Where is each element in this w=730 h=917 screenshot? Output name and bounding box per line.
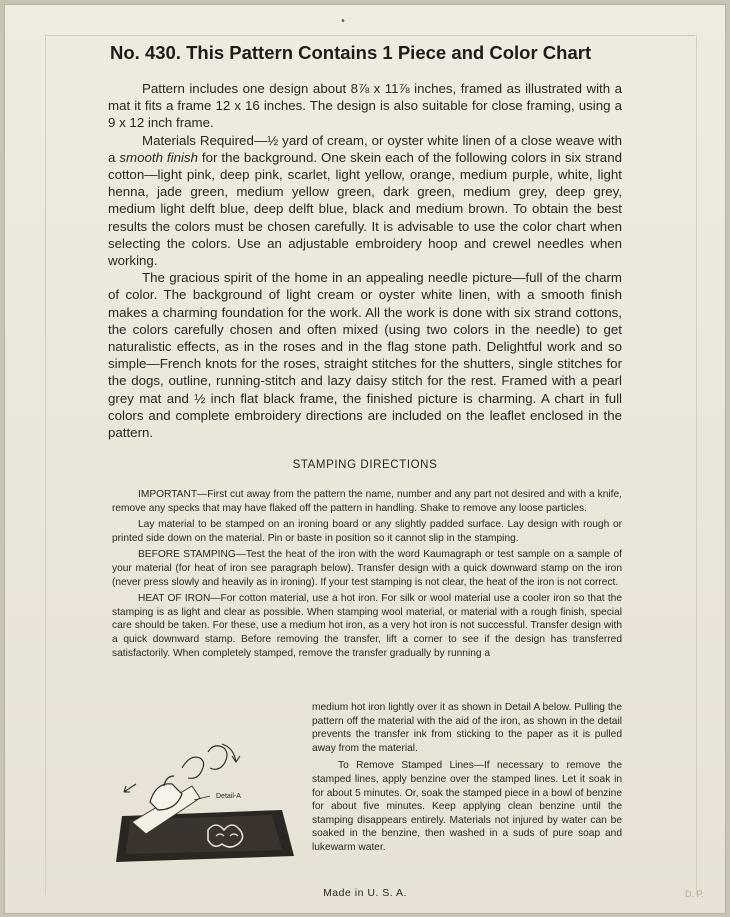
left-arrow-icon [124,784,136,792]
size-paragraph: Pattern includes one design about 8⅞ x 11⅞ inches, framed as illustrated with a mat it fits a frame 12 x 16 inches. The design is also suitable for close framing, using a 9 x 12 inch frame. [108,81,622,131]
remove-lines-paragraph: To Remove Stamped Lines—If necessary to remove the stamped lines, apply benzine over the stamped lines. Let it soak in for about 5 minutes. Or, soak the stamped piece in a bowl of benzine for about five minutes. Keep applying clean benzine until the stamping disappears entirely. Materials not injured by water can be soaked in the benzine, then washed in a suds of pure soap and lukewarm water. [312,760,622,853]
made-in-usa: Made in U. S. A. [323,887,407,899]
materials-paragraph [108,132,622,270]
materials-text-a: Materials Required—½ yard of cream, or oyster white linen of a close weave with a [108,132,622,165]
before-stamping-paragraph: BEFORE STAMPING—Test the heat of the iron with the word Kaumagraph or test sample on a sample of your material (for heat of iron see paragraph below). Transfer design with a quick downward stamp on the iron (never press slowly and heavily as in ironing). If your test stamping is not clear, the heat of the iron is not correct. [112,549,622,588]
important-paragraph: IMPORTANT—First cut away from the pattern the name, number and any part not desired and with a knife, remove any specks that may have flaked off the pattern in handling. Shake to remove any loose particles. [112,489,622,514]
heat-of-iron-paragraph: HEAT OF IRON—For cotton material, use a hot iron. For silk or wool material use a cooler iron so that the stamping is as light and clear as possible. When stamping wool material, or material with a rough finish, special care should be taken. For these, use a medium hot iron, as a very hot iron is not successful. Transfer design with a quick downward stamp. Before removing the transfer, lift a corner to see if the design has transferred satisfactorily. When completely stamped, remove the transfer gradually by running a [112,593,622,659]
stamping-directions-title: STAMPING DIRECTIONS [292,459,438,471]
envelope-flap-top [45,35,695,36]
lay-material-paragraph: Lay material to be stamped on an ironing board or any slightly padded surface. Lay design with rough or printed side down on the material. Pin or baste in position so it cannot slip in the stamping. [112,519,622,544]
heat-of-iron-continued: medium hot iron lightly over it as shown in Detail A below. Pulling the pattern off the material with the aid of the iron, as shown in the detail prevents the transfer ink from sticking to the paper as it is pulled away from the material. [312,702,622,754]
hand-icon [182,757,204,778]
pattern-title: No. 430. This Pattern Contains 1 Piece and Color Chart [110,42,592,63]
detail-a-label: Detail-A [216,793,241,800]
stamping-directions-continued [312,701,622,859]
designer-initials: D. P. [685,889,704,899]
pattern-description [108,80,622,441]
stamping-directions [112,488,622,663]
materials-text-b: for the background. One skein each of the following colors in six strand cotton—light pink, deep pink, scarlet, light yellow, orange, medium purple, white, light henna, jade green, medium yellow green, dark green, medium grey, deep grey, medium light delft blue, deep delft blue, black and medium brown. To obtain the best results the colors must be chosen carefully. It is advisable to use the color chart when selecting the colors. Use an adjustable embroidery hoop and crewel needles when working. [108,149,622,269]
description-paragraph: The gracious spirit of the home in an appealing needle picture—full of the charm of color. The background of light cream or oyster white linen, with a smooth finish makes a charming foundation for the work. All the work is done with six strand cottons, the colors carefully chosen and often mixed (using two colors in the needle) to get naturalistic effects, as in the roses and in the flag stone path. Delightful work and so simple—French knots for the roses, straight stitches for the shutters, single stitches for the dogs, outline, running-stitch and lazy daisy stitch for the rest. Framed with a pearl grey mat and ½ inch flat black frame, the finished picture is charming. A chart in full colors and complete embroidery directions are included on the leaflet enclosed in the pattern. [108,270,622,441]
detail-a-illustration [112,738,302,866]
materials-emphasis: smooth finish [119,149,198,165]
punch-mark: • [340,16,346,27]
